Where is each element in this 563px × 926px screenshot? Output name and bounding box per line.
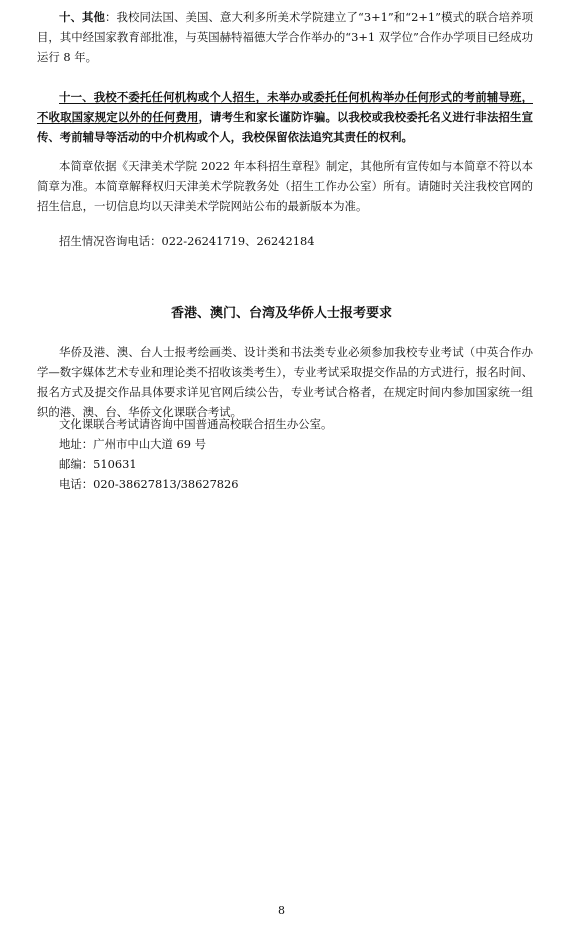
section-ten-paragraph: [37, 7, 533, 67]
hk-requirements-paragraph: 华侨及港、澳、台人士报考绘画类、设计类和书法类专业必须参加我校专业考试（中英合作办学—数字媒体艺术专业和理论类不招收该类考生），专业考试采取提交作品的方式进行，报名时间、报名方式及提交作品具体要求详见官网后续公告，专业考试合格者，在规定时间内参加国家统一组织的港、澳、台、华侨文化课联合考试。: [37, 345, 533, 419]
section-eleven-rest: ，请考生和家长谨防诈骗。以我校或我校委托名义进行非法招生宣传、考前辅导等活动的中介机构或个人，我校保留依法追究其责任的权利。: [37, 110, 533, 144]
phone-line: 电话：020-38627813/38627826: [59, 477, 239, 491]
section-ten-label: 十、其他: [59, 10, 106, 24]
hk-macao-taiwan-heading: 香港、澳门、台湾及华侨人士报考要求: [170, 306, 392, 321]
admissions-hotline: 招生情况咨询电话：022-26241719、26242184: [59, 234, 315, 248]
postcode-line: 邮编：510631: [59, 457, 137, 471]
page-number: 8: [278, 904, 285, 917]
section-eleven-paragraph: [37, 87, 533, 147]
culture-exam-line: 文化课联合考试请咨询中国普通高校联合招生办公室。: [59, 417, 333, 431]
address-line: 地址：广州市中山大道 69 号: [59, 437, 207, 451]
section-ten-text: ：我校同法国、美国、意大利多所美术学院建立了“3+1”和“2+1”模式的联合培养项目，其中经国家教育部批准，与英国赫特福德大学合作举办的“3+1 双学位”合作办学项目已经成功运行 8 年。: [37, 10, 533, 64]
basis-paragraph: 本简章依据《天津美术学院 2022 年本科招生章程》制定，其他所有宣传如与本简章不符以本简章为准。本简章解释权归天津美术学院教务处（招生工作办公室）所有。请随时关注我校官网的招生信息，一切信息均以天津美术学院网站公布的最新版本为准。: [37, 159, 533, 213]
section-eleven-underlined: 十一、我校不委托任何机构或个人招生，未举办或委托任何机构举办任何形式的考前辅导班，不收取国家规定以外的任何费用: [37, 90, 533, 124]
